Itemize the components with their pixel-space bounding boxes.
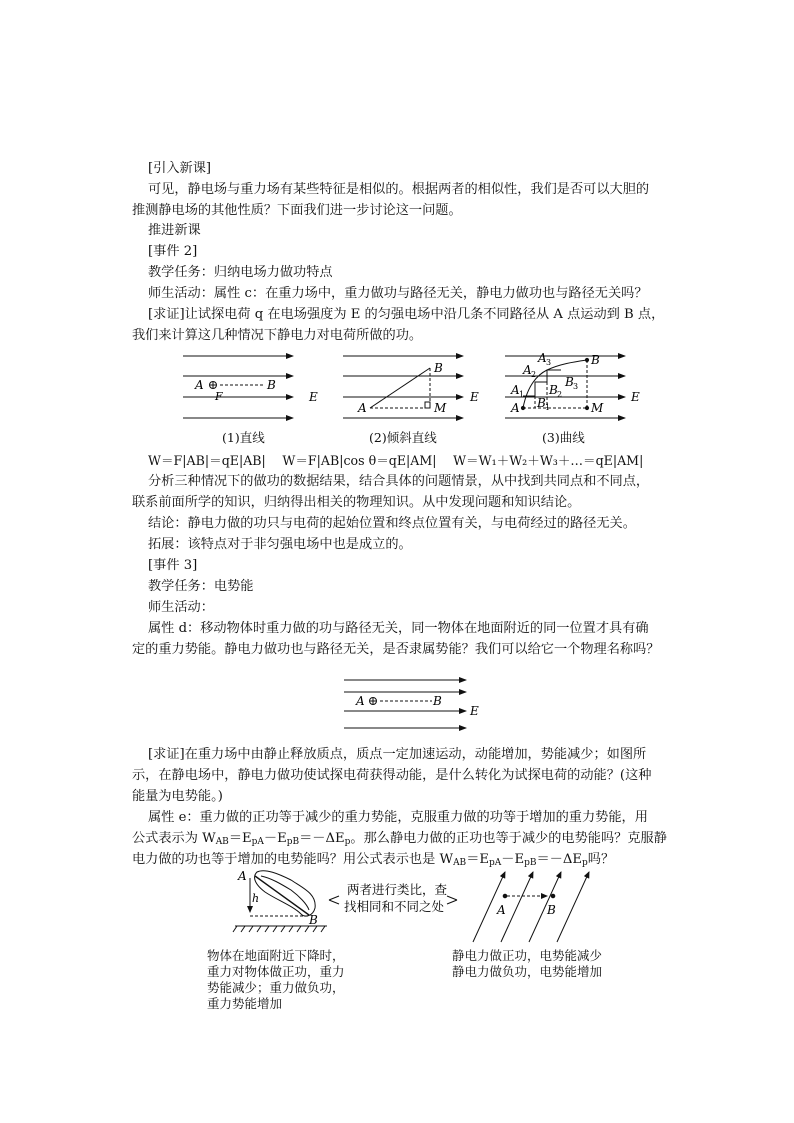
conclusion-line: 结论：静电力做的功只与电荷的起始位置和终点位置有关，与电荷经过的路径无关。 [148, 516, 636, 531]
paragraph-line: 我们来计算这几种情况下静电力对电荷所做的功。 [132, 328, 423, 343]
electric-caption: 静电力做负功，电势能增加 [452, 964, 603, 979]
work-formula-line: W＝F|AB|＝qE|AB| W＝F|AB|cos θ＝qE|AM| W＝W₁＋W₂＋W₃＋…＝qE|AM| [148, 453, 644, 468]
paragraph-line: 师生活动：属性 c：在重力场中，重力做功与路径无关，静电力做功也与路径无关吗？ [148, 286, 648, 301]
height-label: h [252, 892, 260, 905]
point-a-label: A [511, 401, 520, 415]
paragraph-line: 示，在静电场中，静电力做功使试探电荷获得动能，是什么转化为试探电荷的动能？(这种 [132, 768, 652, 783]
gravity-caption: 重力对物体做正功，重力 [207, 964, 345, 979]
point-m-label: M [434, 401, 447, 415]
point-a1-label: A [511, 383, 520, 397]
point-a-label: A [358, 401, 367, 415]
point-a-label: A [238, 869, 247, 883]
caption-curve: (3)曲线 [542, 430, 585, 445]
point-b-label: B [434, 361, 443, 375]
compare-text: 两者进行类比，查 [347, 882, 448, 897]
point-b-label: B [591, 353, 600, 367]
formula-line-b: 电力做的功也等于增加的电势能吗？用公式表示也是 $W_{AB}=E_{pA}-E_{pB}=-\Delta E_p$吗？ [132, 852, 615, 868]
electric-caption: 静电力做正功，电势能减少 [452, 948, 603, 963]
subscript-3: 3 [573, 382, 579, 391]
paragraph-line: 教学任务：电势能 [148, 579, 254, 594]
paragraph-line: [求证]在重力场中由静止释放质点，质点一定加速运动，动能增加，势能减少；如图所 [148, 747, 647, 762]
caption-straight: (1)直线 [222, 430, 265, 445]
point-b-label: B [547, 903, 556, 917]
heading-event-2: [事件 2] [148, 244, 198, 259]
force-label: F [215, 390, 223, 403]
heading-intro: [引入新课] [148, 161, 212, 176]
point-a3-label: A [538, 351, 547, 365]
paragraph-line: 师生活动： [148, 600, 214, 615]
point-b-label: B [309, 913, 318, 927]
paragraph-line: [求证]让试探电荷 q 在电场强度为 E 的匀强电场中沿几条不同路径从 A 点运动到 B 点， [148, 307, 665, 322]
paragraph-line: 联系前面所学的知识，归纳得出相关的物理知识。从中发现问题和知识结论。 [132, 495, 581, 510]
analogy-figure [205, 866, 625, 944]
gravity-caption: 物体在地面附近下降时， [207, 948, 345, 963]
paragraph-line: 定的重力势能。静电力做功也与路径无关，是否隶属势能？我们可以给它一个物理名称吗？ [132, 642, 660, 657]
point-a-label: A [356, 694, 365, 708]
paragraph-line: 能量为电势能。) [132, 789, 223, 804]
point-m-label: M [591, 401, 604, 415]
field-label: E [631, 390, 640, 404]
point-b3-label: B [565, 375, 574, 389]
extension-line: 拓展：该特点对于非匀强电场中也是成立的。 [148, 537, 412, 552]
gravity-caption: 重力势能增加 [207, 996, 283, 1011]
paragraph-line: 可见，静电场与重力场有某些特征是相似的。根据两者的相似性，我们是否可以大胆的 [148, 182, 650, 197]
point-a2-label: A [523, 363, 532, 377]
field-label: E [470, 390, 479, 404]
paragraph-line: 推测静电场的其他性质？下面我们进一步讨论这一问题。 [132, 203, 462, 218]
heading-new-lesson: 推进新课 [148, 223, 201, 238]
gravity-caption: 势能减少；重力做负功， [207, 980, 345, 995]
compare-text: 找相同和不同之处 [344, 899, 445, 914]
paragraph-line: 教学任务：归纳电场力做功特点 [148, 265, 333, 280]
subscript-1: 1 [545, 403, 551, 412]
point-a-label: A [497, 903, 506, 917]
point-b-label: B [267, 378, 276, 392]
paragraph-line: 分析三种情况下的做功的数据结果，结合具体的问题情景，从中找到共同点和不同点， [148, 474, 650, 489]
formula-line-a: 公式表示为 $W_{AB}=E_{pA}-E_{pB}=-\Delta E_p$。那么静电力做的正功也等于减少的电势能吗？克服静 [132, 831, 667, 847]
electric-field-diagram [473, 872, 589, 942]
subscript-2: 2 [531, 370, 537, 379]
subscript-1: 1 [519, 390, 525, 399]
subscript-3: 3 [546, 358, 552, 367]
heading-event-3: [事件 3] [148, 558, 198, 573]
paragraph-line: 属性 e：重力做的正功等于减少的重力势能，克服重力做的功等于增加的重力势能，用 [148, 810, 648, 825]
field-label: E [470, 704, 479, 718]
field-charge-figure [340, 676, 490, 740]
subscript-2: 2 [557, 390, 563, 399]
point-b-label: B [433, 694, 442, 708]
point-a-label: A [195, 378, 204, 392]
point-b2-label: B [549, 383, 558, 397]
field-label: E [309, 390, 318, 404]
point-b1-label: B [537, 396, 546, 410]
paragraph-line: 属性 d：移动物体时重力做的功与路径无关，同一物体在地面附近的同一位置才具有确 [148, 621, 649, 636]
caption-slanted: (2)倾斜直线 [369, 430, 437, 445]
